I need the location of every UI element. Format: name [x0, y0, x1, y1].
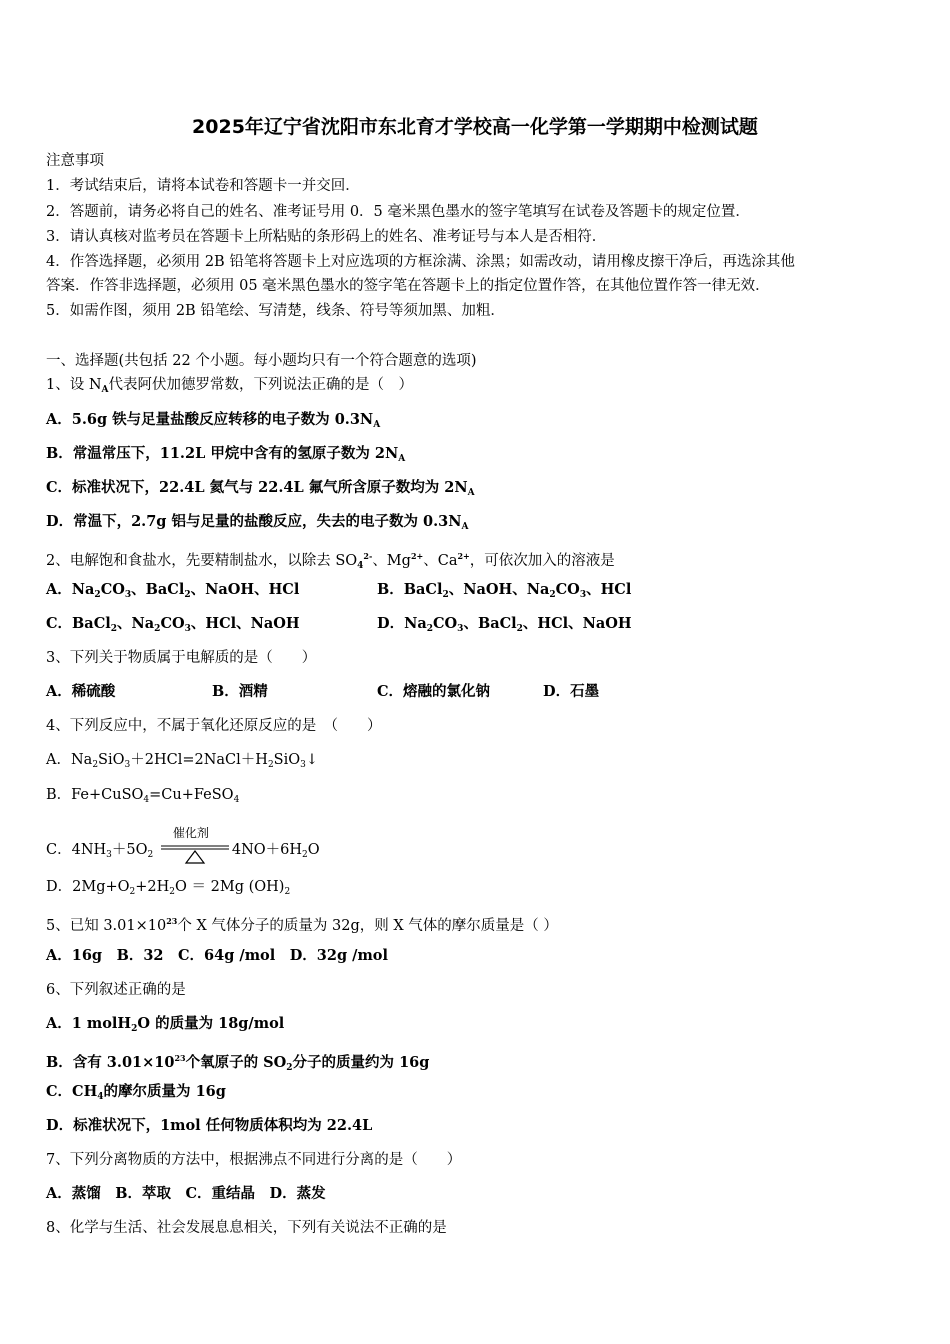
question-2-option-b: B．BaCl$_2$、NaOH、$Na_2CO_3$、HCl: [377, 581, 632, 600]
notice-item: 3．请认真核对监考员在答题卡上所粘贴的条形码上的姓名、准考证号与本人是否相符．: [46, 229, 607, 245]
catalyst-label: 催化剂: [172, 826, 209, 840]
question-5-stem: 5、已知 $3.01\times 10^{23}$个 X 气体分子的质量为 32g，则 X 气体的摩尔质量是（ ）: [46, 916, 558, 934]
notice-heading: 注意事项: [46, 153, 104, 169]
question-7-stem: 7、下列分离物质的方法中，根据沸点不同进行分离的是（ ）: [46, 1152, 462, 1168]
question-6-option-d: D．标准状况下，1mol 任何物质体积均为 22.4L: [46, 1117, 373, 1134]
question-2-stem: 2、电解饱和食盐水，先要精制盐水，以除去 $SO_4^{2-}$、$Mg^{2+}$、$Ca^{2+}$，可依次加入的溶液是: [46, 551, 615, 571]
question-4-option-c: C．$4NH_3+5O_2$ 催化剂 $4NO+6H_2O$: [46, 830, 320, 864]
page-title: 2025年辽宁省沈阳市东北育才学校高一化学第一学期期中检测试题: [192, 116, 758, 138]
question-4-stem: 4、下列反应中，不属于氧化还原反应的是 （ ）: [46, 718, 382, 734]
question-6-stem: 6、下列叙述正确的是: [46, 982, 186, 998]
question-1-option-d: D．常温下，2.7g 铝与足量的盐酸反应，失去的电子数为 $0.3N_A$: [46, 513, 469, 532]
notice-item: 4．作答选择题，必须用 2B 铅笔将答题卡上对应选项的方框涂满、涂黑；如需改动，请用橡皮擦干净后，再选涂其他: [46, 254, 795, 270]
question-1-stem: 1、设 $N_A$代表阿伏加德罗常数，下列说法正确的是（ ）: [46, 377, 414, 395]
notice-item: 1．考试结束后，请将本试卷和答题卡一并交回．: [46, 178, 360, 194]
notice-item: 答案．作答非选择题，必须用 05 毫米黑色墨水的签字笔在答题卡上的指定位置作答，在其他位置作答一律无效．: [46, 278, 770, 294]
question-2-option-d: D．$Na_2CO_3$、BaCl$_2$、HCl、NaOH: [377, 615, 632, 634]
question-3-stem: 3、下列关于物质属于电解质的是（ ）: [46, 650, 317, 666]
question-4-option-d: D．$2Mg+O_2+2H_2O = 2Mg$ $(OH)_2$: [46, 879, 291, 897]
question-6-option-c: C．$CH_4$的摩尔质量为 16g: [46, 1083, 226, 1102]
question-7-options: A．蒸馏 B．萃取 C．重结晶 D．蒸发: [46, 1185, 326, 1202]
heat-triangle-icon: [159, 840, 231, 866]
question-3-option-a: A．稀硫酸: [46, 683, 116, 700]
question-2-option-c: C．BaCl$_2$、$Na_2CO_3$、HCl、NaOH: [46, 615, 300, 634]
question-4-option-b: B．Fe+CuSO$_4$=Cu+FeSO$_4$: [46, 787, 240, 805]
question-2-option-a: A．$Na_2CO_3$、BaCl$_2$、NaOH、HCl: [46, 581, 300, 600]
question-3-option-c: C．熔融的氯化钠: [377, 683, 491, 700]
question-6-option-a: A．1 molH$_2$O 的质量为 18g/mol: [46, 1015, 285, 1034]
question-1-option-a: A．5.6g 铁与足量盐酸反应转移的电子数为 $0.3N_A$: [46, 411, 381, 430]
section-heading: 一、选择题(共包括 22 个小题。每小题均只有一个符合题意的选项): [46, 353, 477, 369]
notice-item: 5．如需作图，须用 2B 铅笔绘、写清楚，线条、符号等须加黑、加粗．: [46, 303, 505, 319]
question-1-option-c: C．标准状况下，22.4L 氦气与 22.4L 氟气所含原子数均为 $2N_A$: [46, 479, 475, 498]
question-5-options: A．16g B．32 C．64g /mol D．32g /mol: [46, 947, 388, 964]
question-3-option-d: D．石墨: [543, 683, 600, 700]
catalyst-condition: [159, 826, 231, 864]
question-1-option-b: B．常温常压下，11.2L 甲烷中含有的氢原子数为 $2N_A$: [46, 445, 406, 464]
question-6-option-b: B．含有 $3.01\times 10^{23}$个氧原子的 $SO_2$分子的质量约为 16g: [46, 1053, 430, 1073]
question-4-option-a: A．$Na_2SiO_3+2HCl=2NaCl+H_2SiO_3↓$: [46, 752, 319, 770]
notice-item: 2．答题前，请务必将自己的姓名、准考证号用 0．5 毫米黑色墨水的签字笔填写在试卷及答题卡的规定位置．: [46, 204, 750, 220]
question-8-stem: 8、化学与生活、社会发展息息相关，下列有关说法不正确的是: [46, 1220, 447, 1236]
question-3-option-b: B．酒精: [212, 683, 268, 700]
